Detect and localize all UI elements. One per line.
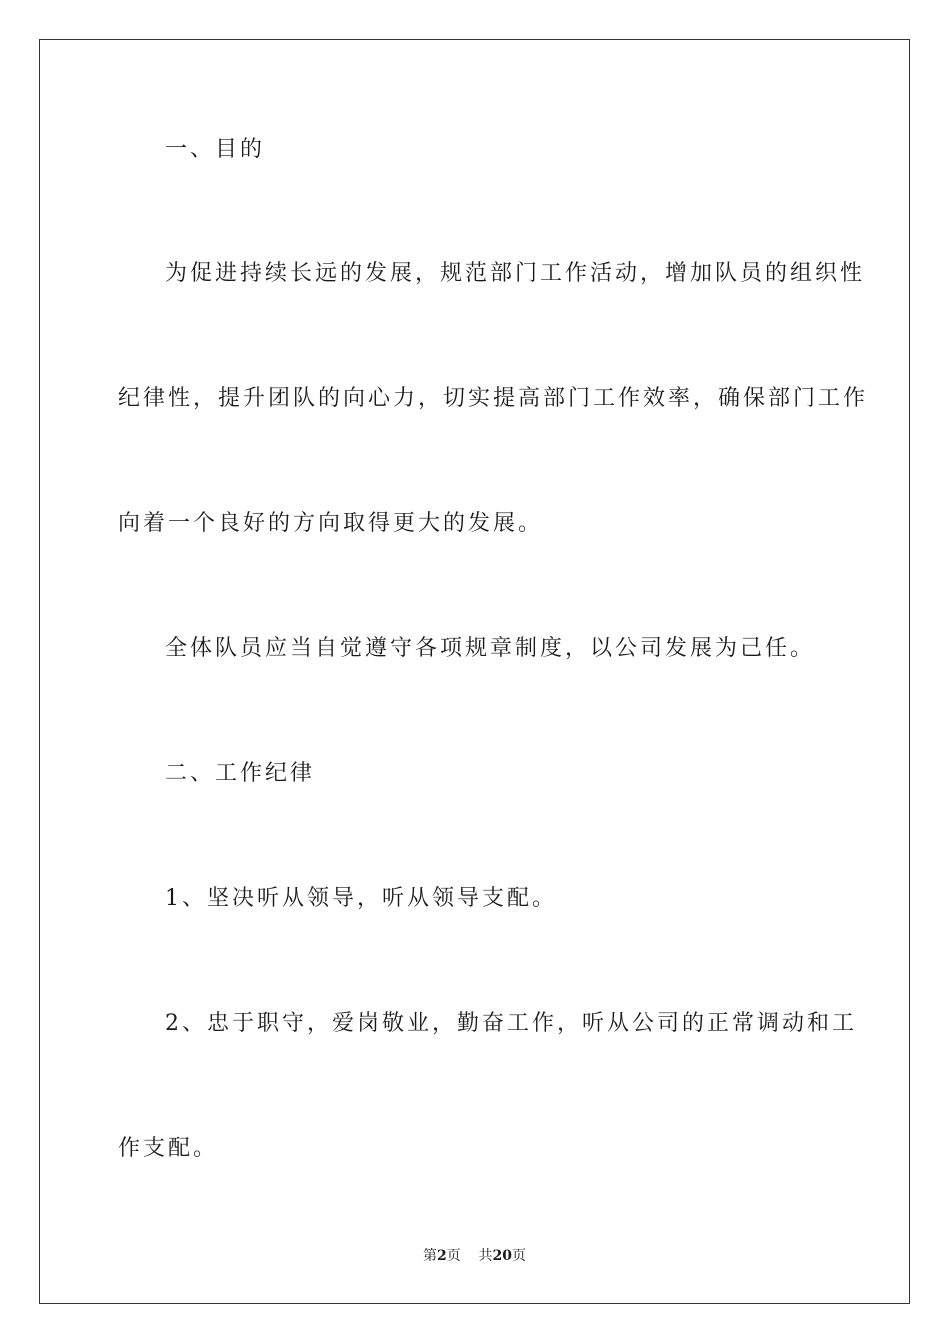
paragraph-line: 向着一个良好的方向取得更大的发展。	[118, 511, 544, 536]
footer-total-unit: 页	[512, 1248, 527, 1264]
page-number: 2	[436, 1248, 447, 1264]
footer-page-unit: 页	[446, 1248, 461, 1264]
paragraph-line: 全体队员应当自觉遵守各项规章制度，以公司发展为己任。	[165, 636, 816, 661]
footer-total-prefix: 共	[478, 1248, 493, 1264]
footer-prefix: 第	[422, 1248, 437, 1264]
paragraph-line: 为促进持续长远的发展，规范部门工作活动，增加队员的组织性	[165, 261, 866, 286]
list-item-1: 1、坚决听从领导，听从领导支配。	[165, 886, 557, 911]
page-footer	[40, 1246, 909, 1266]
section-heading-purpose: 一、目的	[165, 137, 266, 162]
list-item-2-continued: 作支配。	[118, 1136, 219, 1161]
section-heading-discipline: 二、工作纪律	[165, 761, 316, 786]
page-frame	[39, 39, 910, 1304]
list-item-2: 2、忠于职守，爱岗敬业，勤奋工作，听从公司的正常调动和工	[165, 1011, 857, 1036]
total-pages: 20	[492, 1248, 513, 1264]
paragraph-line: 纪律性，提升团队的向心力，切实提高部门工作效率，确保部门工作	[118, 386, 869, 411]
